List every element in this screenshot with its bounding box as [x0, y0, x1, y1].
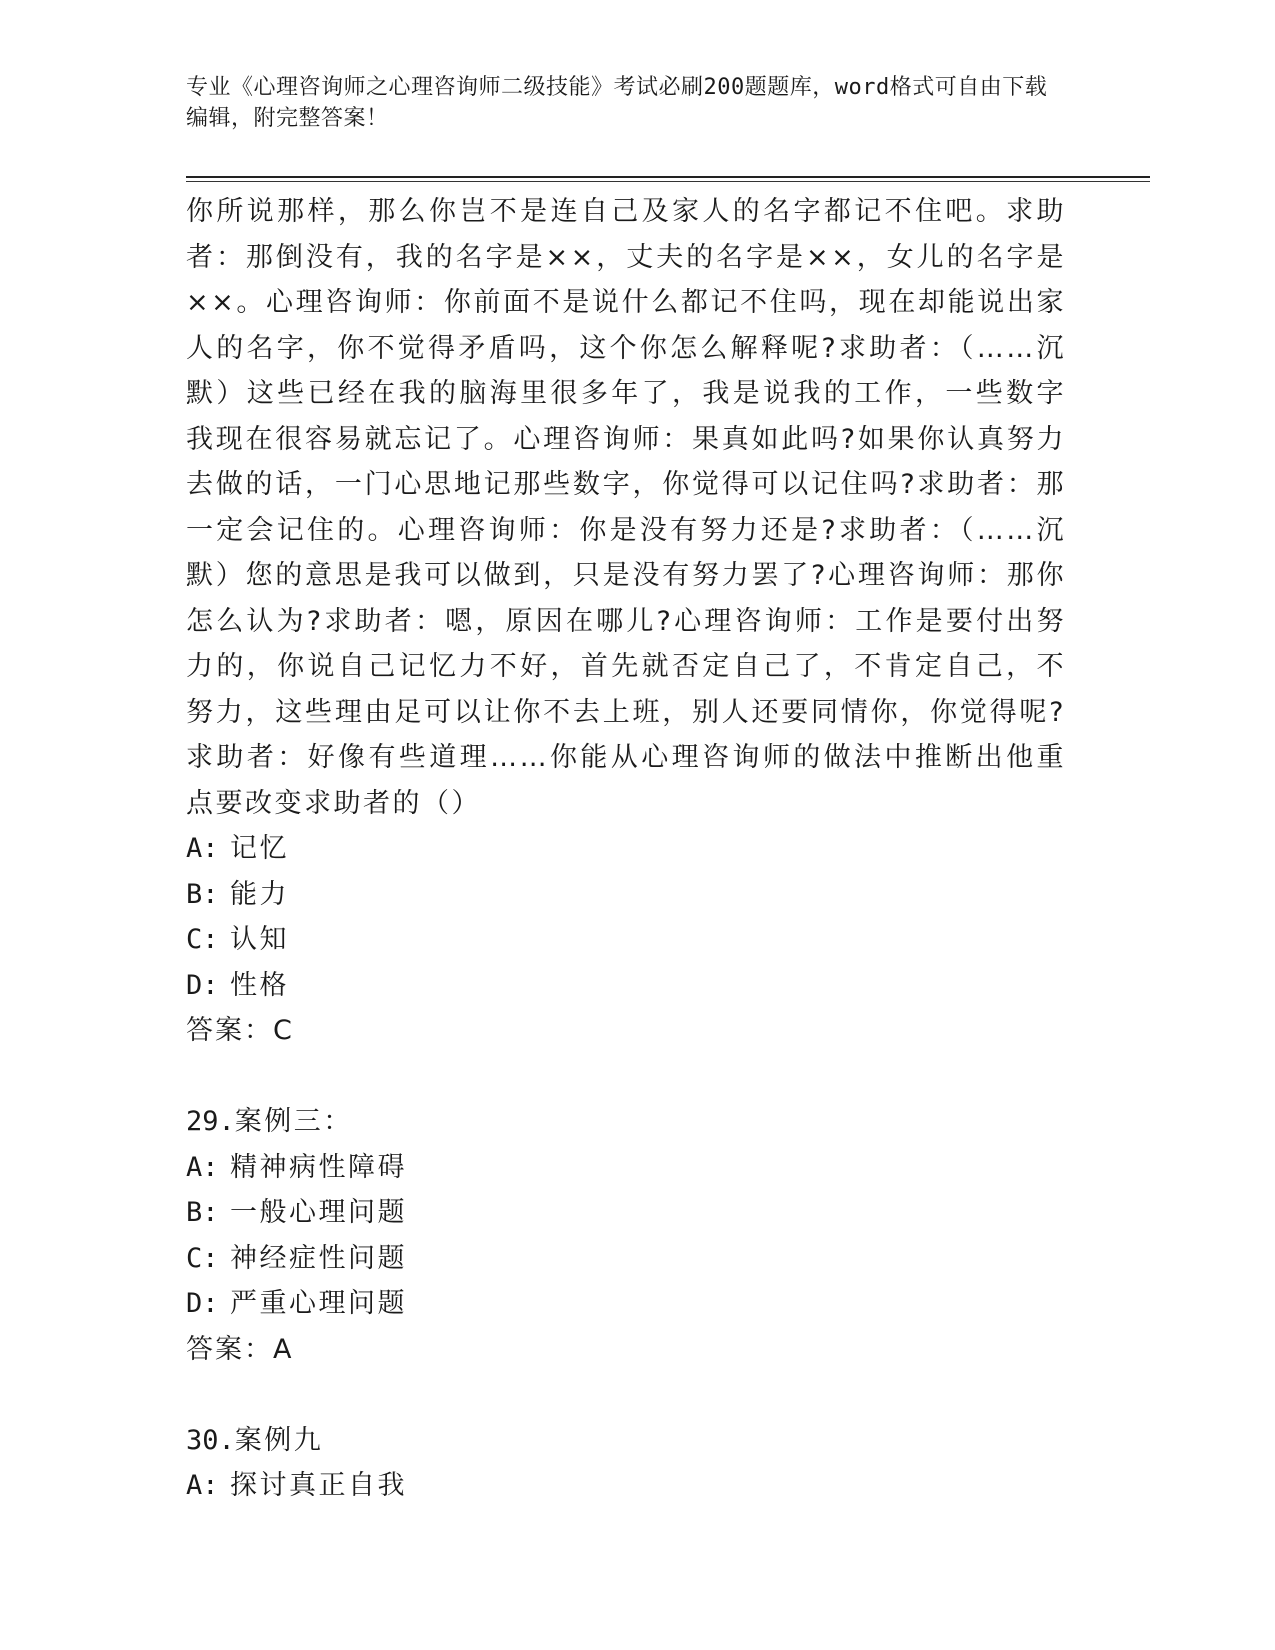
option-text: 记忆: [230, 833, 289, 864]
question-28-option-d: [186, 963, 1066, 1009]
option-text: 性格: [230, 969, 289, 1001]
question-28-option-a: [186, 826, 1066, 872]
option-letter: C:: [186, 924, 219, 955]
question-title-text: 案例九: [234, 1424, 324, 1456]
option-text: 认知: [230, 924, 289, 955]
option-text: 能力: [230, 878, 289, 910]
question-28-option-b: [186, 872, 1066, 918]
option-text: 精神病性障碍: [230, 1151, 407, 1183]
question-29-option-a: [186, 1145, 1066, 1191]
question-29-option-d: [186, 1281, 1066, 1327]
option-letter: A:: [186, 1470, 219, 1501]
content-body: [186, 189, 1066, 1509]
option-letter: B:: [186, 878, 219, 910]
option-text: 神经症性问题: [230, 1242, 407, 1274]
option-text: 严重心理问题: [230, 1288, 407, 1319]
header-rule-thick: [186, 176, 1150, 178]
question-28-option-c: [186, 917, 1066, 963]
question-30-title: [186, 1418, 1066, 1464]
option-letter: A:: [186, 833, 219, 864]
question-29-option-b: [186, 1190, 1066, 1236]
page-header: 专业《心理咨询师之心理咨询师二级技能》考试必刷200题题库，word格式可自由下载编辑，附完整答案！: [186, 75, 1048, 131]
question-28-stem: 你所说那样，那么你岂不是连自己及家人的名字都记不住吧。求助者：那倒没有，我的名字是××，丈夫的名字是××，女儿的名字是××。心理咨询师：你前面不是说什么都记不住吗，现在却能说出家人的名字，你不觉得矛盾吗，这个你怎么解释呢?求助者：（……沉默）这些已经在我的脑海里很多年了，我是说我的工作，一些数字我现在很容易就忘记了。心理咨询师：果真如此吗?如果你认真努力去做的话，一门心思地记那些数字，你觉得可以记住吗?求助者：那一定会记住的。心理咨询师：你是没有努力还是?求助者：（……沉默）您的意思是我可以做到，只是没有努力罢了?心理咨询师：那你怎么认为?求助者：嗯，原因在哪儿?心理咨询师：工作是要付出努力的，你说自己记忆力不好，首先就否定自己了，不肯定自己，不努力，这些理由足可以让你不去上班，别人还要同情你，你觉得呢?求助者：好像有些道理……你能从心理咨询师的做法中推断出他重点要改变求助者的（）: [186, 196, 1066, 819]
question-29-option-c: [186, 1236, 1066, 1282]
question-number: 29.: [186, 1106, 235, 1137]
spacer: [186, 1054, 1066, 1100]
option-letter: C:: [186, 1242, 219, 1274]
option-text: 一般心理问题: [230, 1197, 407, 1228]
option-letter: A:: [186, 1151, 219, 1183]
option-letter: D:: [186, 969, 219, 1001]
question-number: 30.: [186, 1424, 235, 1456]
question-28-answer: 答案：C: [186, 1015, 294, 1046]
question-30-option-a: [186, 1463, 1066, 1509]
question-title-text: 案例三：: [234, 1106, 353, 1137]
header-rule-thin: [186, 181, 1150, 182]
option-letter: B:: [186, 1197, 219, 1228]
question-29-title: [186, 1099, 1066, 1145]
option-letter: D:: [186, 1288, 219, 1319]
option-text: 探讨真正自我: [230, 1470, 407, 1501]
spacer: [186, 1372, 1066, 1418]
question-29-answer: 答案：A: [186, 1333, 294, 1365]
